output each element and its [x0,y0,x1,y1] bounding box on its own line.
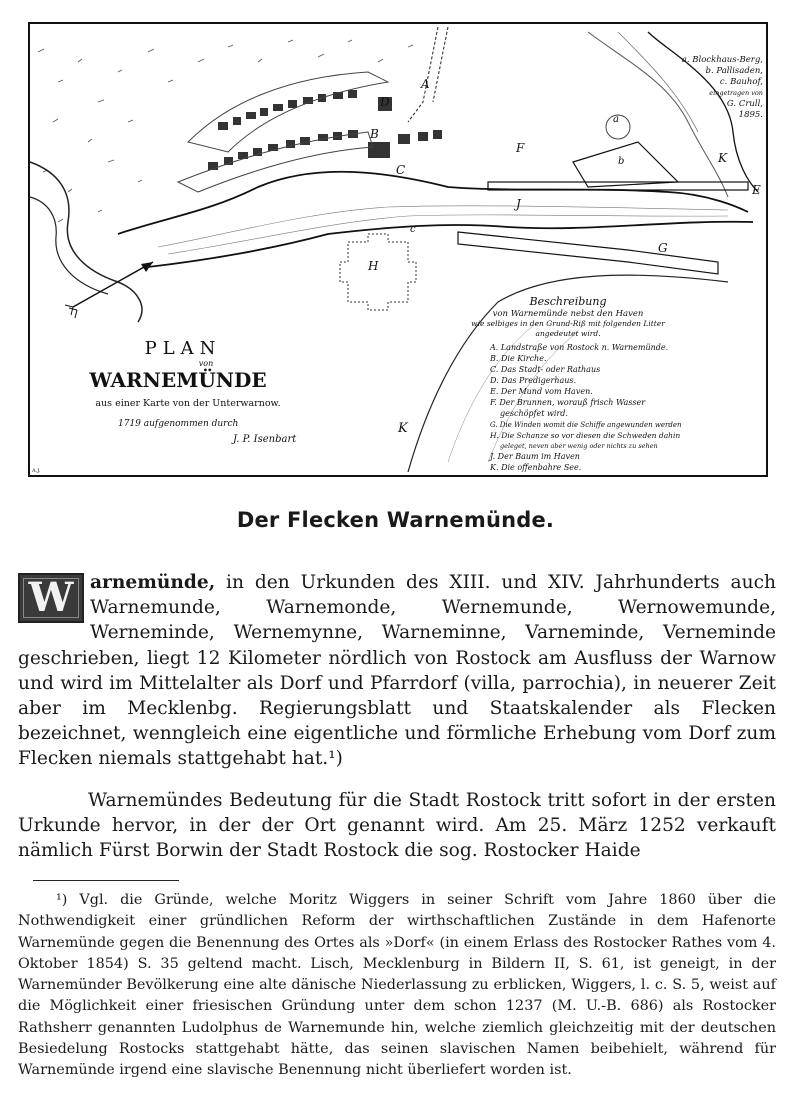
map-letter-K-south: K [398,421,408,436]
lead-word: arnemünde, [90,572,216,593]
map-source-line: aus einer Karte von der Unterwarnow. [95,398,281,409]
footnote-divider [33,880,179,881]
svg-text:a. Blockhaus-Berg,: a. Blockhaus-Berg, [681,55,763,65]
page-title: Der Flecken Warnemünde. [236,508,555,532]
map-survey-line: 1719 aufgenommen durch [118,419,239,429]
svg-text:eingetragen von: eingetragen von [709,89,763,97]
map-letter-b: b [618,156,625,167]
svg-text:b. Pallisaden,: b. Pallisaden, [705,66,763,76]
legend-item: geleget, neven aber wenig oder nichts zu sehen [500,442,658,450]
map-von-word: von [198,359,214,368]
map-surveyor: J. P. Isenbart [233,434,297,445]
dropcap-initial: W [18,573,84,623]
svg-text:von Warnemünde nebst den Haven: von Warnemünde nebst den Haven [492,309,644,319]
map-place-name: WARNEMÜNDE [89,368,267,392]
map-figure [28,22,768,477]
map-letter-a: a [613,114,619,125]
legend-item: B. Die Kirche. [490,354,547,363]
legend-item: E. Der Mund vom Haven. [490,387,593,396]
map-letter-K-sea: K [718,151,727,165]
legend-item: K. Die offenbahre See. [490,463,582,472]
legend-item: geschöpfet wird. [500,409,568,418]
map-illustration [28,22,768,477]
paragraph-2: Warnemündes Bedeutung für die Stadt Rostock tritt sofort in der ersten Urkunde hervor, in der der Ort genannt wird. Am 25. März 1252 verkauft nämlich Fürst Borwin der Stadt Rostock die sog. Rostocker Haide [18,790,776,862]
paragraph-1-text: in den Urkunden des XIII. und XIV. Jahrhunderts auch Warnemunde, Warnemonde, Wernemunde, Wernowemunde, Werneminde, Wernemynne, Warneminne, Varneminde, Verneminde geschrieben, liegt 12 Kilometer nördlich von Rostock am Ausfluss der Warnow und wird im Mittelalter als Dorf und Pfarrdorf (villa, parrochia), in neuerer Zeit aber im Mecklenbg. Regierungsblatt und Staatskalender als Flecken bezeichnet, wenngleich eine eigentliche und förmliche Erhebung vom Dorf zum Flecken niemals stattgehabt hat.¹) [18,572,776,770]
map-letter-H: H [368,259,379,273]
map-corner-mark: A.J. [32,468,41,474]
legend-item: J. Der Baum im Haven [490,452,580,461]
legend-item: G. Die Winden womit die Schiffe angewunden werden [490,421,682,429]
map-letter-G: G [658,241,668,255]
legend-title: Beschreibung [529,295,607,308]
map-letter-D: D [380,95,390,109]
svg-text:angedeutet wird.: angedeutet wird. [535,329,601,338]
legend-item: F. Der Brunnen, worauß frisch Wasser [490,398,646,407]
map-letter-J: J [516,197,521,211]
footnote: ¹) Vgl. die Gründe, welche Moritz Wiggers in seiner Schrift vom Jahre 1860 über die Nothwendigkeit einer gründlichen Reform der wirthschaftlichen Zustände in dem Hafenorte Warnemünde gegen die Benennung des Ortes als »Dorf« (in einem Erlass des Rostocker Rathes vom 4. Oktober 1854) S. 35 geltend macht. Lisch, Mecklenburg in Bildern II, S. 61, ist geneigt, in der Warnemünder Bevölkerung eine alte dänische Niederlassung zu erblicken, Wiggers, l. c. S. 5, weist auf die Möglichkeit einer friesischen Gründung unter dem schon 1237 (M. U.-B. 686) als Rostocker Rathsherr genannten Ludolphus de Warnemunde hin, welche ziemlich gleichzeitig mit der deutschen Besiedelung Rostocks stattgehabt hätte, das seinen slavischen Namen beibehielt, während für Warnemünde irgend eine slavische Benennung nicht überliefert worden ist. [18,892,776,1079]
legend-item: D. Das Predigerhaus. [490,376,577,385]
map-letter-E: E [752,183,761,197]
map-letter-c: c [410,224,416,235]
paragraph-1 [18,570,776,772]
map-letter-A: A [421,77,430,91]
legend-item: A. Landstraße von Rostock n. Warnemünde. [490,343,669,352]
map-letter-B: B [370,127,379,141]
map-letter-F: F [516,141,525,155]
map-letter-C: C [396,163,406,177]
svg-text:wie selbiges in den Grund-Riß: wie selbiges in den Grund-Riß mit folgenden Litter [471,319,665,328]
legend-item: H. Die Schanze so vor diesen die Schweden dahin [490,431,681,440]
svg-text:c. Bauhof,: c. Bauhof, [719,77,763,87]
svg-text:1895.: 1895. [738,110,763,120]
svg-text:G. Crull,: G. Crull, [726,99,763,109]
legend-item: C. Das Stadt- oder Rathaus [490,365,601,374]
map-plan-word: PLAN [144,338,222,359]
